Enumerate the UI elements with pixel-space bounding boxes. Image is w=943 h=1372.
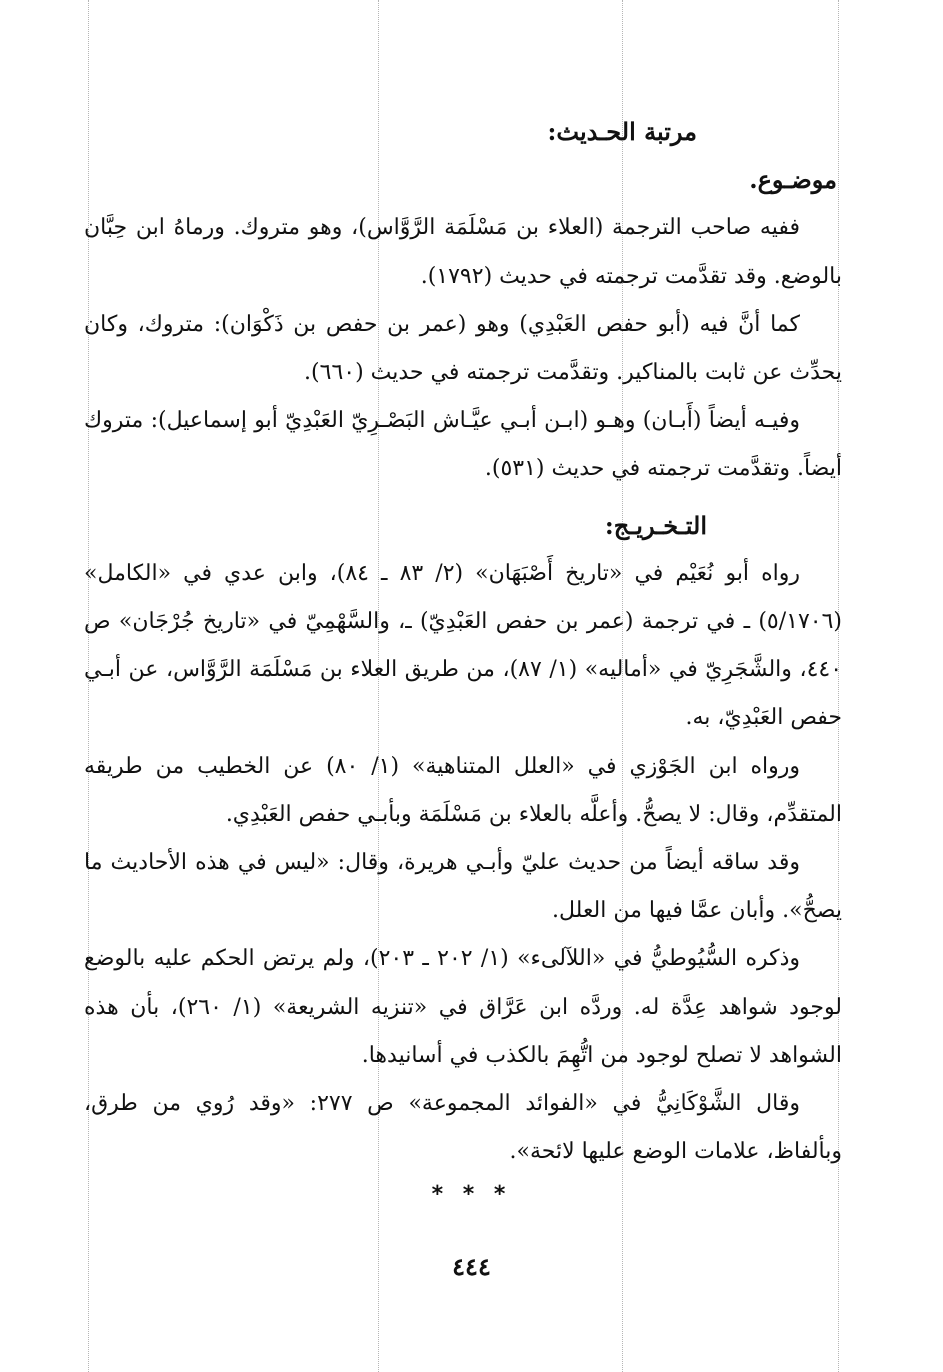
takhrij-heading: التـخـريـج: bbox=[604, 510, 707, 540]
page-body bbox=[84, 108, 842, 1176]
paragraph: رواه أبو نُعَيْم في «تاريخ أَصْبَهَان» (٢/ ٨٣ ـ ٨٤)، وابن عدي في «الكامل» (٥/١٧٠٦) ـ في ترجمة (عمر بن حفص العَبْدِيّ) ـ، والسَّهْمِيّ في «تاريخ جُرْجَان» ص ٤٤٠، والشَّجَرِيّ في «أماليه» (١/ ٨٧)، من طريق العلاء بن مَسْلَمَة الرَّوَّاس، عن أبـي حفص العَبْدِيّ، به. bbox=[84, 560, 843, 731]
paragraph: ففيه صاحب الترجمة (العلاء بن مَسْلَمَة الرَّوَّاس)، وهو متروك. ورماهُ ابن حِبَّان بالوضع. وقد تقدَّمت ترجمته في حديث (١٧٩٢). bbox=[84, 215, 842, 289]
page-number: ٤٤٤ bbox=[452, 1252, 491, 1281]
rank-heading: مرتبة الحـديث: bbox=[547, 117, 697, 146]
paragraph: كما أنَّ فيه (أبو حفص العَبْدِي) وهو (عمر بن حفص بن ذَكْوَان): متروك، وكان يحدِّث عن ثابت بالمناكير. وتقدَّمت ترجمته في حديث (٦٦٠). bbox=[84, 311, 842, 386]
section-separator: * * * bbox=[431, 1182, 512, 1207]
paragraph: وقال الشَّوْكَانِيُّ في «الفوائد المجموعة» ص ٢٧٧: «وقد رُوي من طرق، وبألفاظ، علامات الوضع عليها لائحة». bbox=[84, 1091, 842, 1165]
paragraph: وذكره السُّيُوطيُّ في «اللآلىء» (١/ ٢٠٢ ـ ٢٠٣)، ولم يرتض الحكم عليه بالوضع لوجود شواهد عِدَّة له. وردَّه ابن عَرَّاق في «تنزيه الشريعة» (١/ ٢٦٠)، بأن هذه الشواهد لا تصلح لوجود من اتُّهِمَ بالكذب في أسانيدها. bbox=[84, 946, 843, 1068]
paragraph: ورواه ابن الجَوْزي في «العلل المتناهية» (١/ ٨٠) عن الخطيب من طريقه المتقدِّم، وقال: لا يصحُّ. وأعلَّه بالعلاء بن مَسْلَمَة وبأبـي حفص العَبْدِي. bbox=[84, 753, 842, 827]
paragraph: وفيـه أيضاً (أَبـان) وهـو (ابـن أبـي عيَّـاش البَصْـرِيّ العَبْدِيّ أبو إسماعيل): متروك أيضاً. وتقدَّمت ترجمته في حديث (٥٣١). bbox=[84, 408, 842, 482]
paragraph: وقد ساقه أيضاً من حديث عليّ وأبـي هريرة، وقال: «ليس في هذه الأحاديث ما يصحُّ». وأبان عمَّا فيها من العلل. bbox=[84, 850, 842, 924]
rank-value: موضـوع. bbox=[749, 165, 837, 195]
